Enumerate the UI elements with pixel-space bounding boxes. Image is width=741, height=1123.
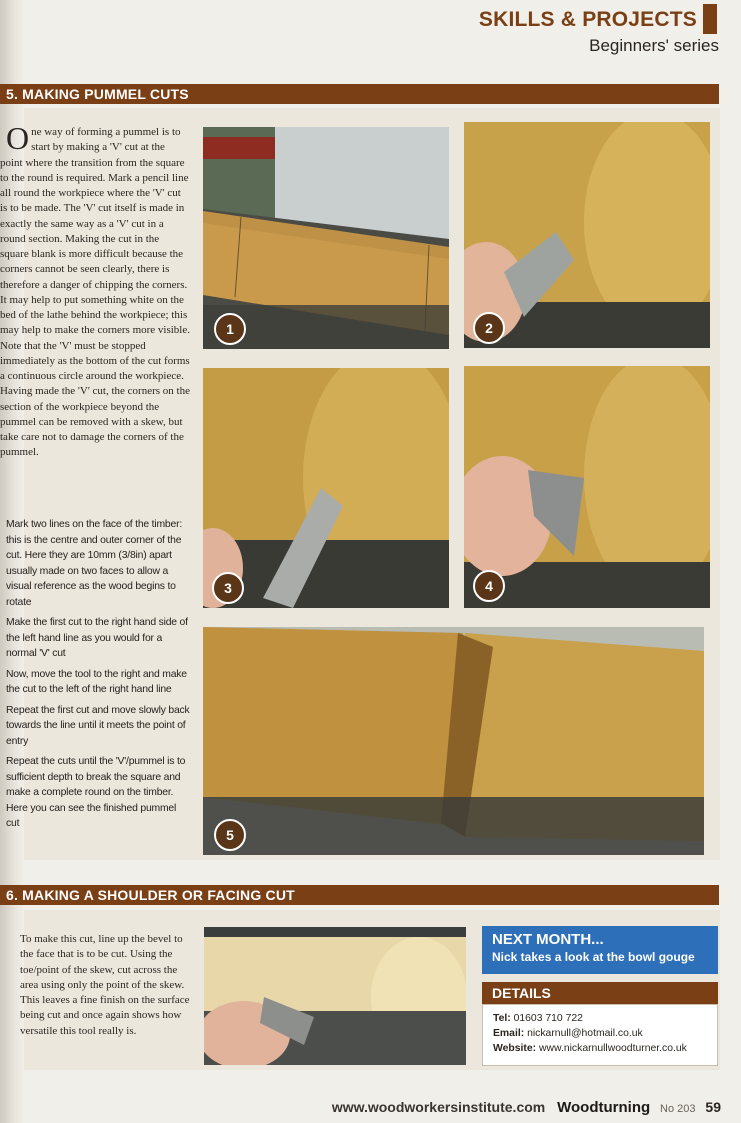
header-accent-bar bbox=[703, 4, 717, 34]
photo-2 bbox=[464, 122, 710, 348]
next-month-text: Nick takes a look at the bowl gouge bbox=[492, 950, 695, 964]
photo-5 bbox=[203, 627, 704, 855]
shoulder-intro-text: To make this cut, line up the bevel to the face that is to be cut. Using the toe/point of the skew, cut across the area using only the point of the skew. This leaves a fine finish on the surface being cut and once again shows how versatile this tool really is. bbox=[20, 933, 190, 1037]
next-month-title: NEXT MONTH... bbox=[492, 931, 604, 948]
step-caption-1: Mark two lines on the face of the timber: this is the centre and outer corner of the cut. Here they are 10mm (3/8in) apart usually made on two faces to allow a visual reference as the wood begins to rotate bbox=[6, 519, 183, 608]
drop-cap: O bbox=[6, 120, 30, 156]
step-captions bbox=[0, 517, 190, 837]
photo-1 bbox=[203, 127, 449, 349]
next-month-box bbox=[482, 926, 718, 974]
footer-url[interactable]: www.woodworkersinstitute.com bbox=[331, 1099, 546, 1115]
step-caption-2: Make the first cut to the right hand side of the left hand line as you would for a normal 'V' cut bbox=[6, 617, 188, 659]
step-caption-5: Repeat the cuts until the 'V'/pummel is to sufficient depth to break the square and make a complete round on the timber. Here you can see the finished pummel cut bbox=[6, 756, 186, 829]
details-box bbox=[482, 1004, 718, 1066]
pummel-intro-text bbox=[0, 120, 190, 461]
details-heading: DETAILS bbox=[482, 982, 718, 1004]
photo-3 bbox=[203, 368, 449, 608]
step-caption-4: Repeat the first cut and move slowly back towards the line until it meets the point of entry bbox=[6, 704, 190, 747]
step-caption-3: Now, move the tool to the right and make the cut to the left of the right hand line bbox=[6, 668, 187, 695]
heading-shoulder-cut: 6. MAKING A SHOULDER OR FACING CUT bbox=[0, 885, 719, 905]
details-website[interactable]: Website: www.nickarnullwoodturner.co.uk bbox=[493, 1043, 687, 1054]
heading-pummel-cuts: 5. MAKING PUMMEL CUTS bbox=[0, 84, 719, 104]
details-tel: Tel: 01603 710 722 bbox=[493, 1013, 583, 1024]
series-subtitle: Beginners' series bbox=[589, 36, 719, 55]
section-title: SKILLS & PROJECTS bbox=[478, 8, 697, 31]
footer-magazine: Woodturning bbox=[557, 1099, 651, 1116]
page-footer bbox=[332, 1099, 721, 1116]
photo-badge-3: 3 bbox=[212, 572, 244, 604]
photo-4 bbox=[464, 366, 710, 608]
photo-badge-4: 4 bbox=[473, 570, 505, 602]
footer-issue: No 203 bbox=[660, 1103, 696, 1115]
page-number: 59 bbox=[705, 1099, 721, 1115]
intro-body: ne way of forming a pummel is to start by making a 'V' cut at the point where the transition from the square to the round is required. Mark a pencil line all round the workpiece where the 'V' cut is to be made. The 'V' cut itself is made in exactly the same way as a 'V' cut in a round section. Making the cut in the square blank is more difficult because the corners cannot be seen clearly, there is therefore a danger of chipping the corners. It may help to put something white on the bed of the lathe behind the workpiece; this may help to make the corners more visible. Note that the 'V' must be stopped immediately as the bottom of the cut forms a continuous circle around the workpiece. Having made the 'V' cut, the corners on the section of the workpiece beyond the pummel can be removed with a skew, but take care not to damage the corners of the pummel. bbox=[0, 126, 190, 459]
photo-badge-5: 5 bbox=[214, 819, 246, 851]
photo-6 bbox=[204, 927, 466, 1065]
photo-badge-2: 2 bbox=[473, 312, 505, 344]
photo-badge-1: 1 bbox=[214, 313, 246, 345]
details-email[interactable]: Email: nickarnull@hotmail.co.uk bbox=[493, 1028, 643, 1039]
